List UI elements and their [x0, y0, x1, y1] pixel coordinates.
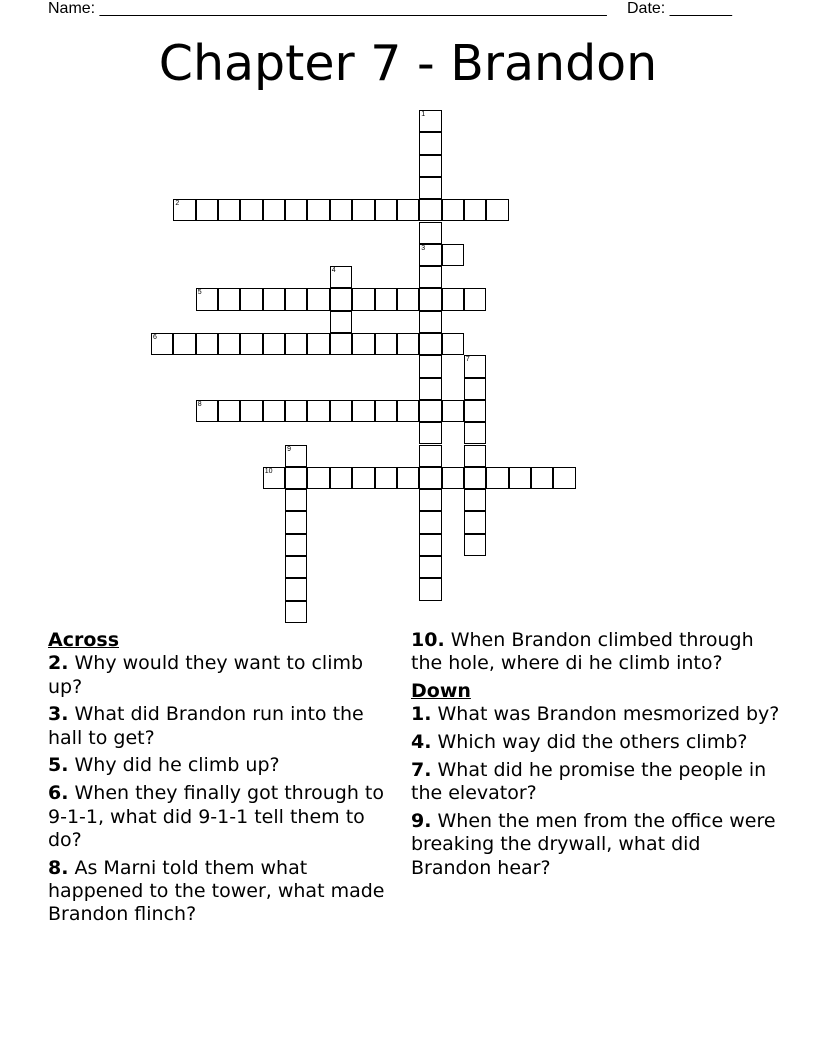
grid-cell[interactable]: [464, 422, 486, 444]
grid-cell[interactable]: [151, 333, 173, 355]
cell-number: 8: [197, 400, 202, 408]
clue-down-4: [411, 731, 781, 754]
grid-cell[interactable]: [442, 244, 464, 266]
grid-cell[interactable]: [330, 400, 352, 422]
grid-cell[interactable]: [263, 400, 285, 422]
grid-cell[interactable]: [330, 333, 352, 355]
clue-text: When the men from the office were breaking the drywall, what did Brandon hear?: [411, 810, 776, 879]
grid-cell[interactable]: [419, 132, 441, 154]
clue-number: 1.: [411, 703, 432, 726]
grid-cell[interactable]: [464, 355, 486, 377]
clue-number: 4.: [411, 731, 432, 754]
clue-text: When Brandon climbed through the hole, where di he climb into?: [411, 629, 754, 675]
grid-cell[interactable]: [397, 333, 419, 355]
cell-number: 6: [153, 334, 157, 341]
grid-cell[interactable]: [330, 199, 352, 221]
grid-cell[interactable]: [464, 199, 486, 221]
grid-cell[interactable]: [263, 467, 285, 489]
grid-cell[interactable]: [419, 534, 441, 556]
cell-number: 5: [197, 289, 202, 297]
clue-text: What did Brandon run into the hall to get?: [48, 703, 364, 749]
grid-cell[interactable]: [352, 333, 374, 355]
grid-cell[interactable]: [285, 400, 307, 422]
grid-cell[interactable]: [285, 445, 307, 467]
cell-number: 9: [287, 445, 291, 453]
grid-cell[interactable]: [240, 333, 262, 355]
grid-cell[interactable]: [419, 244, 441, 266]
grid-cell[interactable]: [352, 467, 374, 489]
grid-cell[interactable]: [397, 199, 419, 221]
grid-cell[interactable]: [419, 467, 441, 489]
grid-cell[interactable]: [173, 333, 195, 355]
clue-text: Which way did the others climb?: [437, 731, 748, 754]
grid-cell[interactable]: [240, 400, 262, 422]
grid-cell[interactable]: [553, 467, 575, 489]
across-heading: Across: [48, 629, 120, 651]
grid-cell[interactable]: [352, 199, 374, 221]
grid-cell[interactable]: [263, 288, 285, 310]
grid-cell[interactable]: [442, 333, 464, 355]
cell-number: 2: [175, 200, 180, 208]
grid-cell[interactable]: [419, 511, 441, 533]
grid-cell[interactable]: [464, 400, 486, 422]
grid-cell[interactable]: [218, 400, 240, 422]
grid-cell[interactable]: [419, 578, 441, 600]
grid-cell[interactable]: [307, 199, 329, 221]
grid-cell[interactable]: [196, 199, 218, 221]
grid-cell[interactable]: [486, 467, 508, 489]
grid-cell[interactable]: [419, 311, 441, 333]
clues-right-column: [411, 629, 781, 884]
grid-cell[interactable]: [375, 400, 397, 422]
clue-across-3: [48, 703, 396, 750]
grid-cell[interactable]: [442, 467, 464, 489]
date-field-label: Date: _______: [627, 0, 732, 17]
grid-cell[interactable]: [442, 199, 464, 221]
name-field-label: Name: _________________________________________________________: [48, 0, 607, 17]
grid-cell[interactable]: [419, 288, 441, 310]
grid-cell[interactable]: [285, 534, 307, 556]
grid-cell[interactable]: [285, 578, 307, 600]
cell-number: 10: [264, 467, 273, 475]
grid-cell[interactable]: [285, 556, 307, 578]
clue-down-1: [411, 703, 781, 726]
grid-cell[interactable]: [218, 288, 240, 310]
grid-cell[interactable]: [375, 288, 397, 310]
grid-cell[interactable]: [464, 467, 486, 489]
grid-cell[interactable]: [375, 199, 397, 221]
grid-cell[interactable]: [464, 489, 486, 511]
grid-cell[interactable]: [397, 288, 419, 310]
grid-cell[interactable]: [330, 311, 352, 333]
grid-cell[interactable]: [464, 445, 486, 467]
grid-cell[interactable]: [263, 333, 285, 355]
grid-cell[interactable]: [419, 400, 441, 422]
clue-number: 7.: [411, 758, 432, 781]
grid-cell[interactable]: [285, 489, 307, 511]
clue-across-5: [48, 754, 396, 777]
grid-cell[interactable]: [307, 467, 329, 489]
grid-cell[interactable]: [285, 288, 307, 310]
grid-cell[interactable]: [419, 333, 441, 355]
clue-across-2: [48, 652, 396, 699]
grid-cell[interactable]: [240, 199, 262, 221]
clue-across-8: [48, 857, 396, 927]
grid-cell[interactable]: [352, 288, 374, 310]
grid-cell[interactable]: [307, 400, 329, 422]
grid-cell[interactable]: [285, 333, 307, 355]
clue-text: What did he promise the people in the elevator?: [411, 758, 767, 805]
clue-number: 5.: [48, 754, 69, 777]
grid-cell[interactable]: [419, 445, 441, 467]
clue-text: What was Brandon mesmorized by?: [437, 703, 780, 726]
grid-cell[interactable]: [330, 288, 352, 310]
clue-number: 3.: [48, 703, 69, 726]
grid-cell[interactable]: [464, 378, 486, 400]
grid-cell[interactable]: [419, 222, 441, 244]
clue-text: Why would they want to climb up?: [48, 652, 364, 698]
clue-number: 2.: [48, 652, 69, 675]
clue-text: As Marni told them what happened to the tower, what made Brandon flinch?: [48, 856, 385, 926]
grid-cell[interactable]: [240, 288, 262, 310]
grid-cell[interactable]: [218, 333, 240, 355]
clue-across-6: [48, 782, 396, 852]
grid-cell[interactable]: [442, 400, 464, 422]
down-heading: Down: [411, 680, 471, 703]
grid-cell[interactable]: [397, 400, 419, 422]
cell-number: 7: [465, 356, 470, 364]
grid-cell[interactable]: [330, 467, 352, 489]
grid-cell[interactable]: [196, 288, 218, 310]
grid-cell[interactable]: [196, 400, 218, 422]
grid-cell[interactable]: [285, 467, 307, 489]
cell-number: 3: [421, 244, 426, 252]
clue-down-9: [411, 810, 781, 880]
grid-cell[interactable]: [531, 467, 553, 489]
grid-cell[interactable]: [419, 155, 441, 177]
grid-cell[interactable]: [375, 333, 397, 355]
clue-number: 6.: [48, 782, 69, 805]
grid-cell[interactable]: [464, 511, 486, 533]
grid-cell[interactable]: [218, 199, 240, 221]
grid-cell[interactable]: [419, 489, 441, 511]
grid-cell[interactable]: [442, 288, 464, 310]
grid-cell[interactable]: [419, 378, 441, 400]
clue-number: 10.: [411, 629, 445, 651]
cell-number: 1: [421, 111, 426, 118]
grid-cell[interactable]: [196, 333, 218, 355]
grid-cell[interactable]: [419, 266, 441, 288]
grid-cell[interactable]: [263, 199, 285, 221]
grid-cell[interactable]: [173, 199, 195, 221]
clue-across-10: [411, 629, 781, 676]
grid-cell[interactable]: [285, 601, 307, 623]
clue-text: Why did he climb up?: [74, 754, 280, 777]
grid-cell[interactable]: [352, 400, 374, 422]
grid-cell[interactable]: [285, 511, 307, 533]
grid-cell[interactable]: [419, 556, 441, 578]
cell-number: 4: [331, 267, 336, 275]
clue-number: 8.: [48, 856, 69, 879]
grid-cell[interactable]: [509, 467, 531, 489]
grid-cell[interactable]: [419, 177, 441, 199]
grid-cell[interactable]: [307, 288, 329, 310]
grid-cell[interactable]: [397, 467, 419, 489]
grid-cell[interactable]: [419, 110, 441, 132]
grid-cell[interactable]: [464, 288, 486, 310]
clues-left-column: [48, 629, 396, 931]
grid-cell[interactable]: [285, 199, 307, 221]
grid-cell[interactable]: [419, 199, 441, 221]
grid-cell[interactable]: [375, 467, 397, 489]
clue-number: 9.: [411, 810, 432, 833]
clue-down-7: [411, 759, 781, 806]
grid-cell[interactable]: [307, 333, 329, 355]
grid-cell[interactable]: [464, 534, 486, 556]
grid-cell[interactable]: [330, 266, 352, 288]
page-title: Chapter 7 - Brandon: [158, 35, 658, 92]
grid-cell[interactable]: [419, 422, 441, 444]
grid-cell[interactable]: [486, 199, 508, 221]
clue-text: When they finally got through to 9-1-1, what did 9-1-1 tell them to do?: [48, 782, 385, 851]
grid-cell[interactable]: [419, 355, 441, 377]
